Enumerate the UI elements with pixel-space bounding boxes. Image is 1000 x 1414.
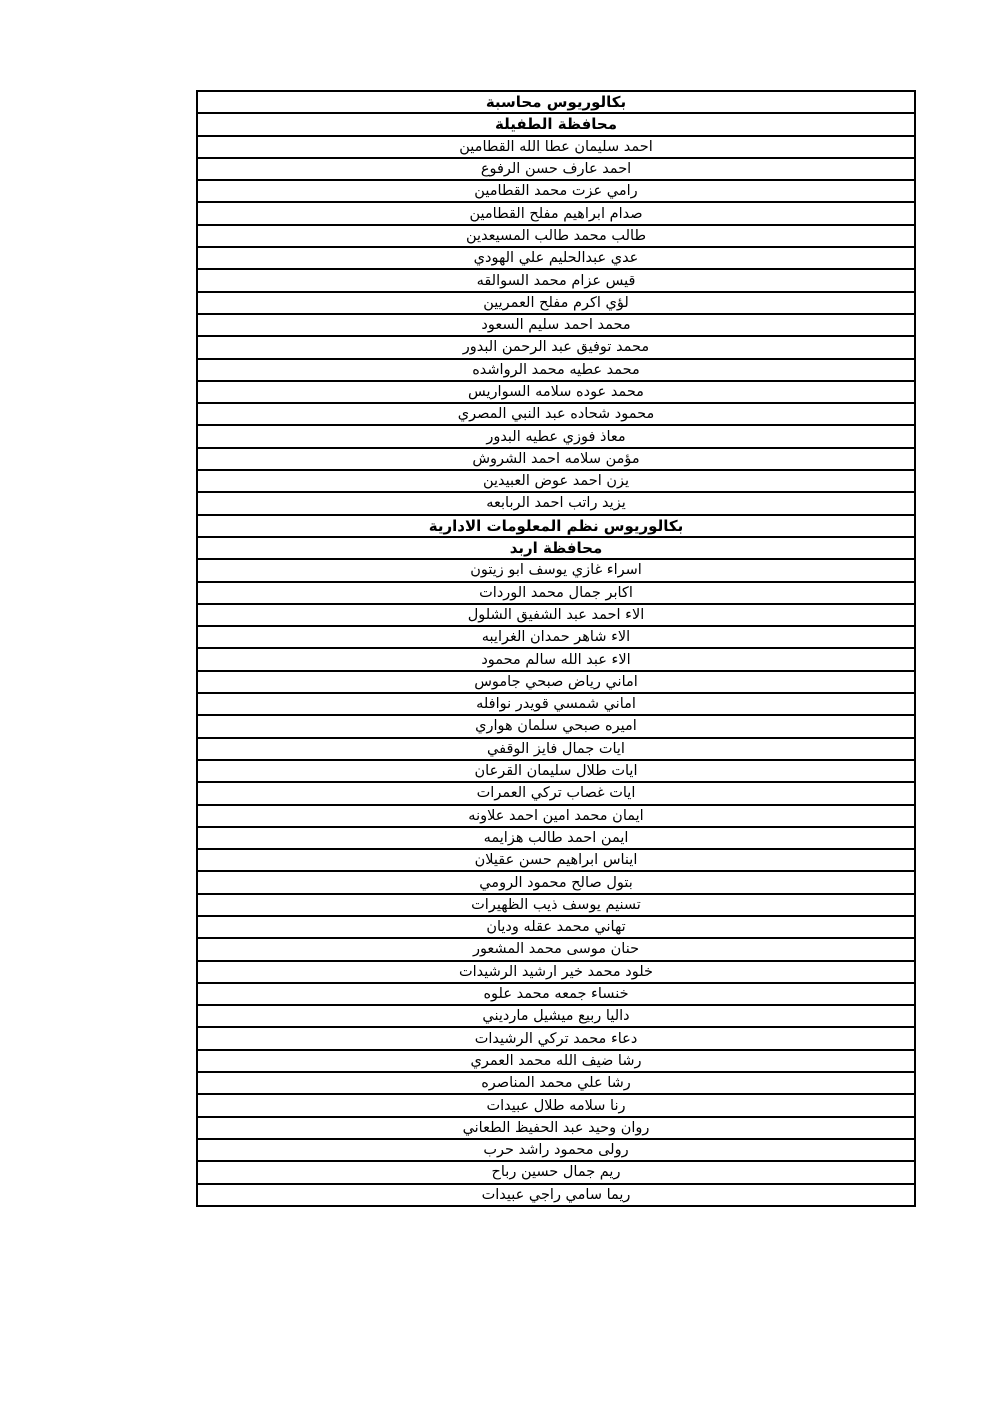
table-row (197, 1184, 915, 1206)
table-row (197, 782, 915, 804)
table-row (197, 738, 915, 760)
table-row (197, 559, 915, 581)
table-row (197, 983, 915, 1005)
student-name-cell: لؤي اكرم مفلح العمريين (197, 292, 915, 314)
student-name-cell: روان وحيد عبد الحفيظ الطعاني (197, 1117, 915, 1139)
student-name-cell: ايمن احمد طالب هزايمه (197, 827, 915, 849)
table-row (197, 938, 915, 960)
student-name-cell: عدي عبدالحليم علي الهودي (197, 247, 915, 269)
table-row (197, 336, 915, 358)
table-row (197, 849, 915, 871)
table-row (197, 760, 915, 782)
student-name-cell: رامي عزت محمد القطامين (197, 180, 915, 202)
table-row (197, 715, 915, 737)
table-row (197, 916, 915, 938)
student-name-cell: تهاني محمد عقله وديان (197, 916, 915, 938)
table-row (197, 827, 915, 849)
student-name-cell: احمد سليمان عطا الله القطامين (197, 136, 915, 158)
table-row (197, 113, 915, 135)
table-row (197, 671, 915, 693)
student-name-cell: ريما سامي راجي عبيدات (197, 1184, 915, 1206)
student-name-cell: الاء احمد عبد الشفيق الشلول (197, 604, 915, 626)
table-row (197, 1117, 915, 1139)
table-row (197, 961, 915, 983)
student-name-cell: اكابر جمال محمد الوردات (197, 582, 915, 604)
student-name-cell: حنان موسى محمد المشعور (197, 938, 915, 960)
program-header: بكالوريوس محاسبة (197, 91, 915, 113)
table-row (197, 1050, 915, 1072)
student-name-cell: بتول صالح محمود الرومي (197, 871, 915, 893)
table-row (197, 1005, 915, 1027)
student-name-cell: مؤمن سلامه احمد الشروش (197, 448, 915, 470)
student-name-cell: رنا سلامه طلال عبيدات (197, 1094, 915, 1116)
table-row (197, 202, 915, 224)
student-name-cell: اماني شمسي قويدر نوافله (197, 693, 915, 715)
table-row (197, 894, 915, 916)
names-table (196, 90, 916, 1207)
table-row (197, 403, 915, 425)
table-row (197, 1027, 915, 1049)
student-name-cell: احمد عارف حسن الرفوع (197, 158, 915, 180)
student-name-cell: محمد عوده سلامه السواريس (197, 381, 915, 403)
table-row (197, 582, 915, 604)
student-name-cell: يزن احمد عوض العبيدين (197, 470, 915, 492)
student-name-cell: محمد احمد سليم السعود (197, 314, 915, 336)
student-name-cell: خنساء جمعه محمد علوه (197, 983, 915, 1005)
student-name-cell: رشا ضيف الله محمد العمري (197, 1050, 915, 1072)
table-row (197, 470, 915, 492)
student-name-cell: محمد عطيه محمد الرواشده (197, 359, 915, 381)
table-row (197, 537, 915, 559)
student-name-cell: معاذ فوزي عطيه البدور (197, 425, 915, 447)
table-row (197, 871, 915, 893)
table-row (197, 805, 915, 827)
table-row (197, 1139, 915, 1161)
table-row (197, 1094, 915, 1116)
table-row (197, 1072, 915, 1094)
student-name-cell: خلود محمد خير ارشيد الرشيدات (197, 961, 915, 983)
table-row (197, 292, 915, 314)
table-row (197, 247, 915, 269)
table-row (197, 269, 915, 291)
governorate-header: محافظة اربد (197, 537, 915, 559)
student-name-cell: الاء عبد الله سالم محمود (197, 648, 915, 670)
student-name-cell: ايات جمال فايز الوقفي (197, 738, 915, 760)
table-row (197, 136, 915, 158)
student-name-cell: داليا ربيع ميشيل مارديني (197, 1005, 915, 1027)
student-name-cell: دعاء محمد تركي الرشيدات (197, 1027, 915, 1049)
names-table-body (197, 91, 915, 1206)
student-name-cell: طالب محمد طالب المسيعدين (197, 225, 915, 247)
table-row (197, 158, 915, 180)
student-name-cell: محمد توفيق عبد الرحمن البدور (197, 336, 915, 358)
student-name-cell: صدام ابراهيم مفلح القطامين (197, 202, 915, 224)
table-row (197, 1161, 915, 1183)
table-row (197, 515, 915, 537)
student-name-cell: الاء شاهر حمدان الغرايبه (197, 626, 915, 648)
student-name-cell: ايات غصاب تركي العمرات (197, 782, 915, 804)
table-row (197, 492, 915, 514)
table-row (197, 359, 915, 381)
table-row (197, 225, 915, 247)
program-header: بكالوريوس نظم المعلومات الادارية (197, 515, 915, 537)
student-name-cell: رولى محمود راشد حرب (197, 1139, 915, 1161)
table-row (197, 91, 915, 113)
student-name-cell: يزيد راتب احمد الربابعه (197, 492, 915, 514)
table-row (197, 425, 915, 447)
table-row (197, 693, 915, 715)
table-row (197, 604, 915, 626)
governorate-header: محافظة الطفيلة (197, 113, 915, 135)
student-name-cell: اسراء غازي يوسف ابو زيتون (197, 559, 915, 581)
student-name-cell: محمود شحاده عبد النبي المصري (197, 403, 915, 425)
student-name-cell: ايات طلال سليمان القرعان (197, 760, 915, 782)
table-row (197, 314, 915, 336)
table-row (197, 448, 915, 470)
student-name-cell: اميره صبحي سلمان هواري (197, 715, 915, 737)
student-name-cell: قيس عزام محمد السوالقه (197, 269, 915, 291)
student-name-cell: تسنيم يوسف ذيب الظهيرات (197, 894, 915, 916)
table-row (197, 648, 915, 670)
table-row (197, 381, 915, 403)
table-row (197, 180, 915, 202)
student-name-cell: ايناس ابراهيم حسن عقيلان (197, 849, 915, 871)
student-name-cell: رشا علي محمد المناصره (197, 1072, 915, 1094)
table-row (197, 626, 915, 648)
student-name-cell: ريم جمال حسين رباح (197, 1161, 915, 1183)
student-name-cell: اماني رياض صبحي جاموس (197, 671, 915, 693)
student-name-cell: ايمان محمد امين احمد علاونه (197, 805, 915, 827)
